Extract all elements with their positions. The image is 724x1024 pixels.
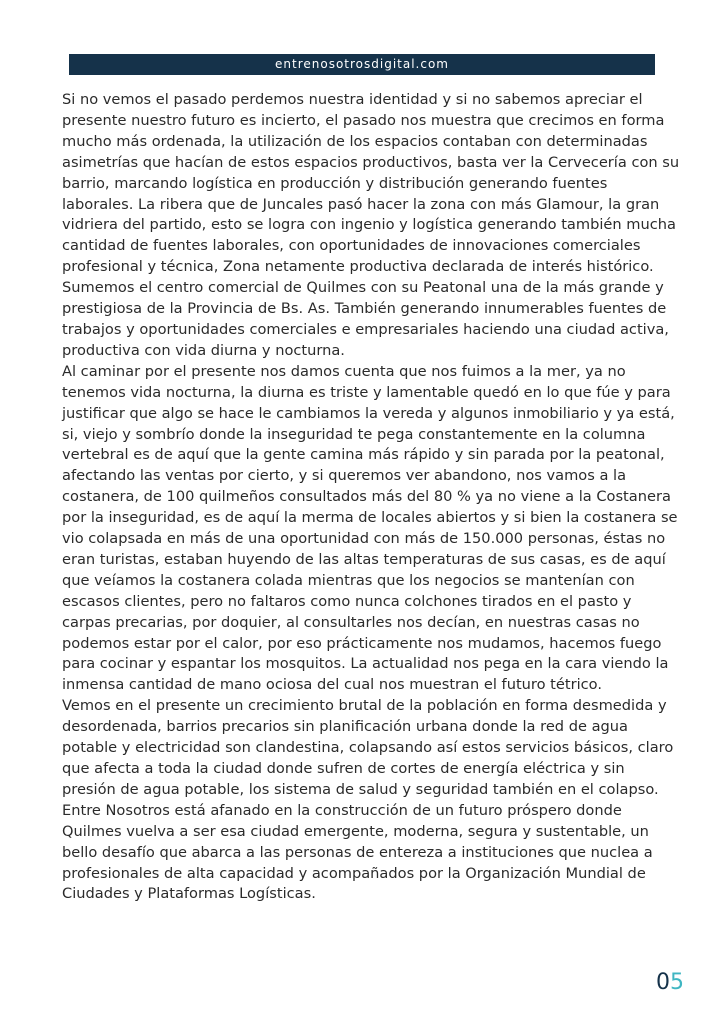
page-number — [656, 970, 684, 996]
page-number-digit-2: 5 — [670, 970, 684, 995]
paragraph-4: Entre Nosotros está afanado en la construcción de un futuro próspero donde Quilmes vuelva a ser esa ciudad emergente, moderna, segura y sustentable, un bello desafío que abarca a las personas de entereza a instituciones que nuclea a profesionales de alta capacidad y acompañados por la Organización Mundial de Ciudades y Plataformas Logísticas. — [62, 801, 653, 903]
article-body — [62, 90, 682, 905]
page-number-digit-1: 0 — [656, 970, 670, 995]
paragraph-2: Al caminar por el presente nos damos cuenta que nos fuimos a la mer, ya no tenemos vida nocturna, la diurna es triste y lamentable quedó en lo que fúe y para justificar que algo se hace le cambiamos la vereda y algunos inmobiliario y ya está, si, viejo y sombrío donde la inseguridad te pega constantemente en la columna vertebral es de aquí que la gente camina más rápido y sin parada por la peatonal, afectando las ventas por cierto, y si queremos ver abandono, nos vamos a la costanera, de 100 quilmeños consultados más del 80 % ya no viene a la Costanera por la inseguridad, es de aquí la merma de locales abiertos y si bien la costanera se vio colapsada en más de una oportunidad con más de 150.000 personas, éstas no eran turistas, estaban huyendo de las altas temperaturas de sus casas, es de aquí que veíamos la costanera colada mientras que los negocios se mantenían con escasos clientes, pero no faltaros como nunca colchones tirados en el pasto y carpas precarias, por doquier, al consultarles nos decían, en nuestras casas no podemos estar por el calor, por eso prácticamente nos mudamos, hacemos fuego para cocinar y espantar los mosquitos. La actualidad nos pega en la cara viendo la inmensa cantidad de mano ociosa del cual nos muestran el futuro tétrico. — [62, 362, 678, 694]
paragraph-3: Vemos en el presente un crecimiento brutal de la población en forma desmedida y desordenada, barrios precarios sin planificación urbana donde la red de agua potable y electricidad son clandestina, colapsando así estos servicios básicos, claro que afecta a toda la ciudad donde sufren de cortes de energía eléctrica y sin presión de agua potable, los sistema de salud y seguridad también en el colapso. — [62, 697, 674, 798]
header-bar — [69, 54, 655, 75]
paragraph-1: Si no vemos el pasado perdemos nuestra identidad y si no sabemos apreciar el presente nuestro futuro es incierto, el pasado nos muestra que crecimos en forma mucho más ordenada, la utilización de los espacios contaban con determinadas asimetrías que hacían de estos espacios productivos, basta ver la Cervecería con su barrio, marcando logística en producción y distribución generando fuentes laborales. La ribera que de Juncales pasó hacer la zona con más Glamour, la gran vidriera del partido, esto se logra con ingenio y logística generando también mucha cantidad de fuentes laborales, con oportunidades de innovaciones comerciales profesional y técnica, Zona netamente productiva declarada de interés histórico. Sumemos el centro comercial de Quilmes con su Peatonal una de la más grande y prestigiosa de la Provincia de Bs. As. También generando innumerables fuentes de trabajos y oportunidades comerciales e empresariales haciendo una ciudad activa, productiva con vida diurna y nocturna. — [62, 91, 680, 359]
site-url: entrenosotrosdigital.com — [275, 57, 449, 71]
